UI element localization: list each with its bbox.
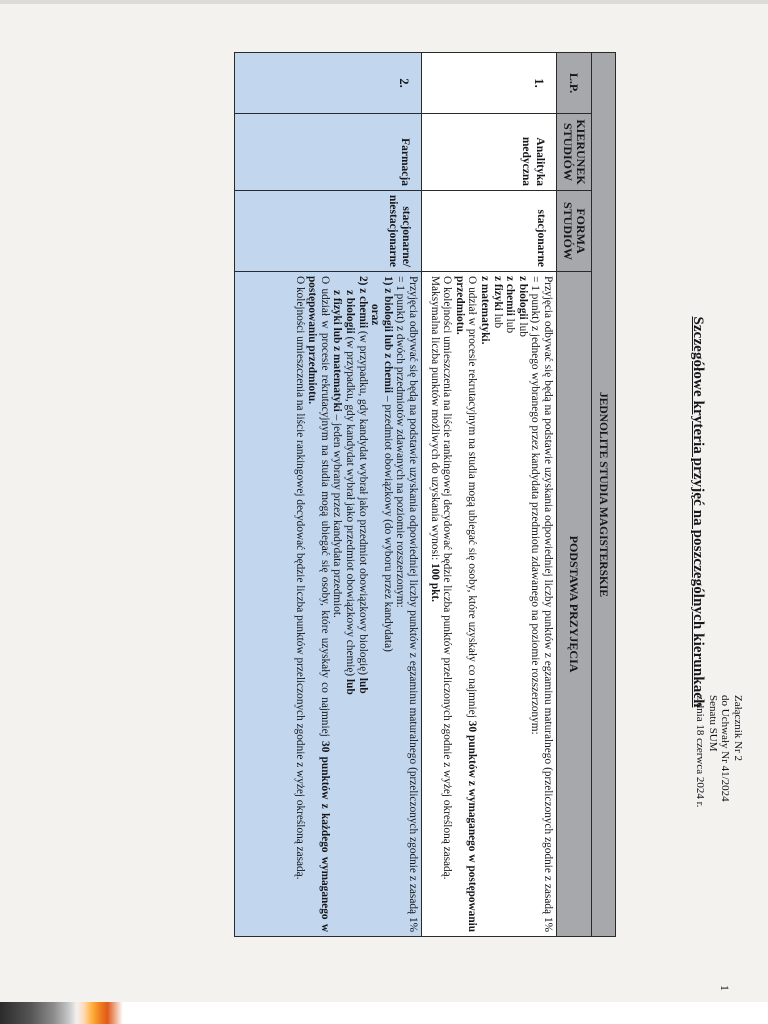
subject-suffix: lub [504,315,517,334]
kierunek-line: Analityka [534,137,546,186]
text-span: – jeden wybrany przez kandydata przedmiot. [331,411,344,618]
paragraph: Przyjęcia odbywać się będą na podstawie uzyskania odpowiedniej liczby punktów z egzaminu maturalnego (przeliczonych zgodnie z zasadą 1% = 1 punkt) z jednego wybranego przez kandydata przedmiotu zdawanego na poziomie rozszerzonym: [529,276,554,933]
col-header-podstawa: PODSTAWA PRZYJĘCIA [557,272,592,937]
subject-name: z biologii [516,276,529,320]
list-item [356,276,369,932]
criteria-table [234,52,616,937]
col-header-forma [557,191,592,272]
row-number: 2. [235,53,422,114]
subject-suffix: lub [491,310,504,329]
subject-item [516,276,529,932]
subject-item [491,276,504,932]
col-header-line: STUDIÓW [561,122,575,181]
text-span: (w przypadku, gdy kandydat wybrał jako przedmiot obowiązkowy chemię) [344,333,357,680]
annex-line: do Uchwały Nr 41/2024 [719,695,732,802]
text-bold: 30 punktów z każdego wymaganego w postępowaniu przedmiotu. [306,276,331,933]
paragraph [453,276,478,932]
annex-line: z dnia 18 czerwca 2024 r. [694,695,707,808]
row-podstawa [422,272,557,937]
paragraph: Przyjęcia odbywać się będą na podstawie uzyskania odpowiedniej liczby punktów z egzaminu maturalnego (przeliczonych zgodnie z zasadą 1% = 1 punkt) z dwóch przedmiotów zdawanych na poziomie rozszerzonym: [394,276,419,933]
list-connector: oraz [369,304,382,326]
text-span: Maksymalna liczba punktów możliwych do uzyskania wynosi: [428,276,441,564]
paragraph: O kolejności umieszczenia na liście rankingowej decydować będzie liczba punktów przeliczonych zgodnie z wyżej określoną zasadą. [293,276,306,880]
list-item [381,276,394,932]
row-podstawa [235,272,422,937]
col-header-line: KIERUNEK [574,119,588,185]
text-span: O udział w procesie rekrutacyjnym na studia mogą ubiegać się osoby, które uzyskały co najmniej [466,276,479,721]
scan-color-strip [0,1002,768,1024]
table-row [235,53,422,937]
forma-line: niestacjonarne [387,194,399,267]
text-bold: 100 pkt. [428,563,441,602]
text-bold: z biologii [344,290,357,334]
text-bold: 30 punktów z wymaganego w postępowaniu przedmiotu. [453,276,479,933]
kierunek-line: medyczna [520,136,532,186]
col-header-kierunek [557,114,592,191]
subject-name: z chemii [504,276,517,316]
row-forma [235,191,422,272]
col-header-lp: L.P. [557,53,592,114]
text-span: O udział w procesie rekrutacyjnym na studia mogą ubiegać się osoby, które uzyskały co najmniej [318,276,331,742]
annex-line: Załącznik Nr 2 [732,695,744,761]
text-bold: z chemii [356,288,369,329]
row-kierunek [235,114,422,191]
text-bold: lub [344,679,357,695]
text-span: – przedmiot obowiązkowy (do wyboru przez kandydata) [381,393,394,652]
subject-name: z fizyki [491,276,504,311]
text-bold: lub [356,677,369,694]
subject-name: z matematyki. [479,276,492,345]
page-number: 1 [718,985,732,991]
forma-line: stacjonarne/ [400,206,412,267]
subject-item [504,276,517,932]
col-header-line: STUDIÓW [561,201,575,260]
table-row [422,53,557,937]
text-span: (w przypadku, gdy kandydat wybrał jako przedmiot obowiązkowy biologię) [356,328,369,678]
text-bold: 2) [356,276,369,289]
list-item [331,276,344,932]
list-item [343,276,356,932]
paragraph: O kolejności umieszczenia na liście rankingowej decydować będzie liczba punktów przeliczonych zgodnie z wyżej określoną zasadą. [441,276,454,880]
col-header-line: FORMA [574,208,588,254]
subject-suffix: lub [516,319,529,337]
paragraph [306,276,331,932]
text-bold: z fizyki lub z matematyki [331,290,344,412]
row-number: 1. [422,53,557,114]
document-title: Szczegółowe kryteria przyjęć na poszczególnych kierunkach [690,316,706,708]
annex-line: Senatu SUM [707,695,719,752]
text-bold: 1) z biologii lub z chemii [381,276,394,394]
row-forma: stacjonarne [422,191,557,272]
kierunek-line: Farmacja [399,138,411,186]
subject-item [478,276,491,932]
section-title: JEDNOLITE STUDIA MAGISTERSKIE [592,53,616,937]
paragraph [428,276,441,932]
row-kierunek [422,114,557,191]
